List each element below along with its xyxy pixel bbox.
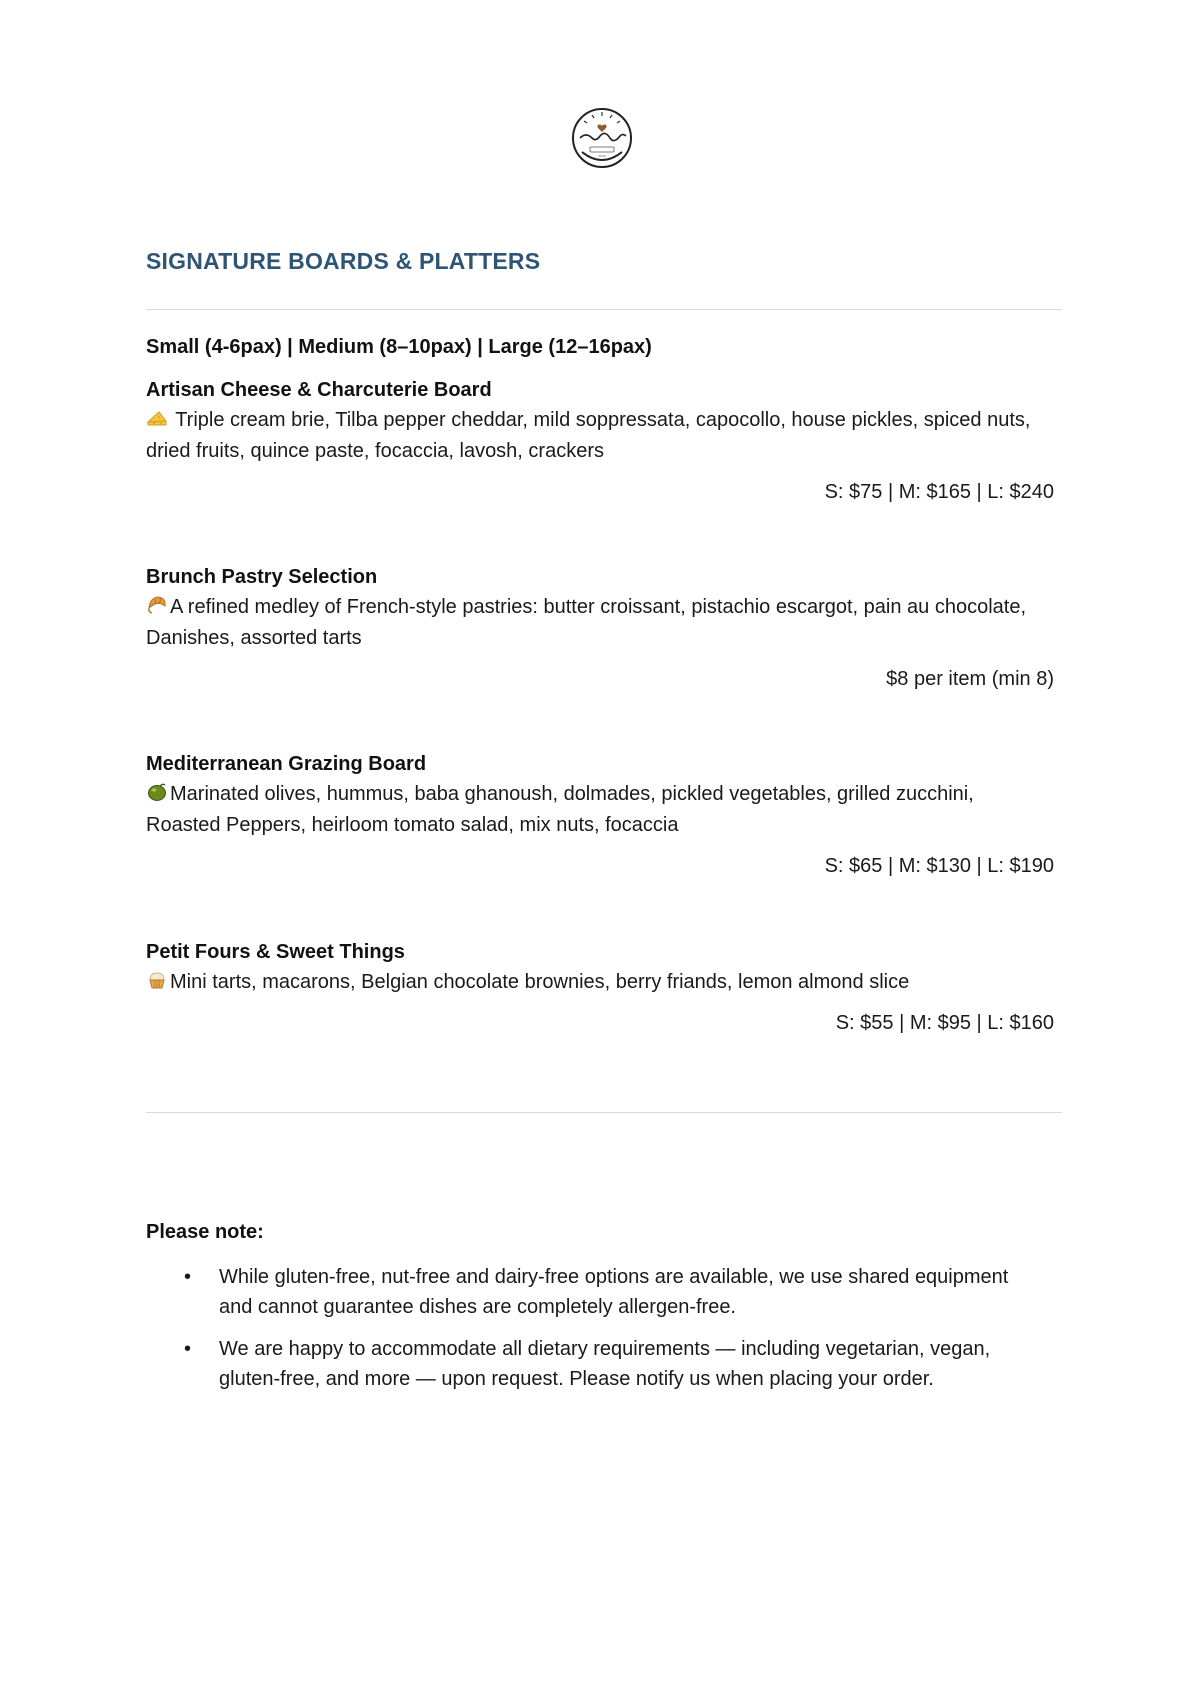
item-price: S: $55 | M: $95 | L: $160: [835, 1012, 1054, 1034]
menu-item: [146, 375, 1062, 507]
item-price: $8 per item (min 8): [886, 668, 1054, 690]
item-description: [146, 779, 1046, 841]
page-title: SIGNATURE BOARDS & PLATTERS: [146, 248, 541, 274]
item-description-text: Mini tarts, macarons, Belgian chocolate brownies, berry friands, lemon almond slice: [170, 971, 910, 993]
bottom-divider: [146, 1112, 1062, 1113]
menu-item: [146, 937, 1062, 1038]
item-description: [146, 405, 1046, 467]
item-description-text: Marinated olives, hummus, baba ghanoush, dolmades, pickled vegetables, grilled zucchini, Roasted Peppers, heirloom tomato salad, mix nuts, focaccia: [146, 783, 974, 836]
olive-icon: [146, 781, 168, 803]
notes-heading: Please note:: [146, 1221, 264, 1243]
cheese-icon: [146, 407, 168, 429]
cafe-logo-icon: [570, 102, 634, 172]
cupcake-icon: [146, 969, 168, 991]
item-description-text: A refined medley of French-style pastries: butter croissant, pistachio escargot, pain au chocolate, Danishes, assorted tarts: [146, 596, 1026, 649]
item-name: Petit Fours & Sweet Things: [146, 941, 405, 963]
notes-list: [146, 1262, 1046, 1406]
size-legend: Small (4-6pax) | Medium (8–10pax) | Large (12–16pax): [146, 336, 652, 358]
item-name: Mediterranean Grazing Board: [146, 753, 427, 775]
item-description: [146, 592, 1046, 654]
list-item: [146, 1334, 1046, 1394]
item-name: Brunch Pastry Selection: [146, 566, 378, 588]
top-divider: [146, 309, 1062, 310]
note-text: While gluten-free, nut-free and dairy-free options are available, we use shared equipment and cannot guarantee dishes are completely allergen-free.: [219, 1266, 1009, 1318]
item-description: [146, 967, 1046, 998]
menu-item: [146, 562, 1062, 694]
croissant-icon: [146, 594, 168, 616]
item-price: S: $75 | M: $165 | L: $240: [824, 481, 1054, 503]
item-name: Artisan Cheese & Charcuterie Board: [146, 379, 492, 401]
note-text: We are happy to accommodate all dietary requirements — including vegetarian, vegan, gluten-free, and more — upon request. Please notify us when placing your order.: [219, 1338, 991, 1390]
menu-item: [146, 749, 1062, 881]
list-item: [146, 1262, 1046, 1322]
item-price: S: $65 | M: $130 | L: $190: [824, 855, 1054, 877]
cafe-logo: [570, 102, 634, 172]
bullet: •: [184, 1266, 192, 1288]
item-description-text: Triple cream brie, Tilba pepper cheddar, mild soppressata, capocollo, house pickles, spiced nuts, dried fruits, quince paste, focaccia, lavosh, crackers: [146, 409, 1031, 462]
bullet: •: [184, 1338, 192, 1360]
